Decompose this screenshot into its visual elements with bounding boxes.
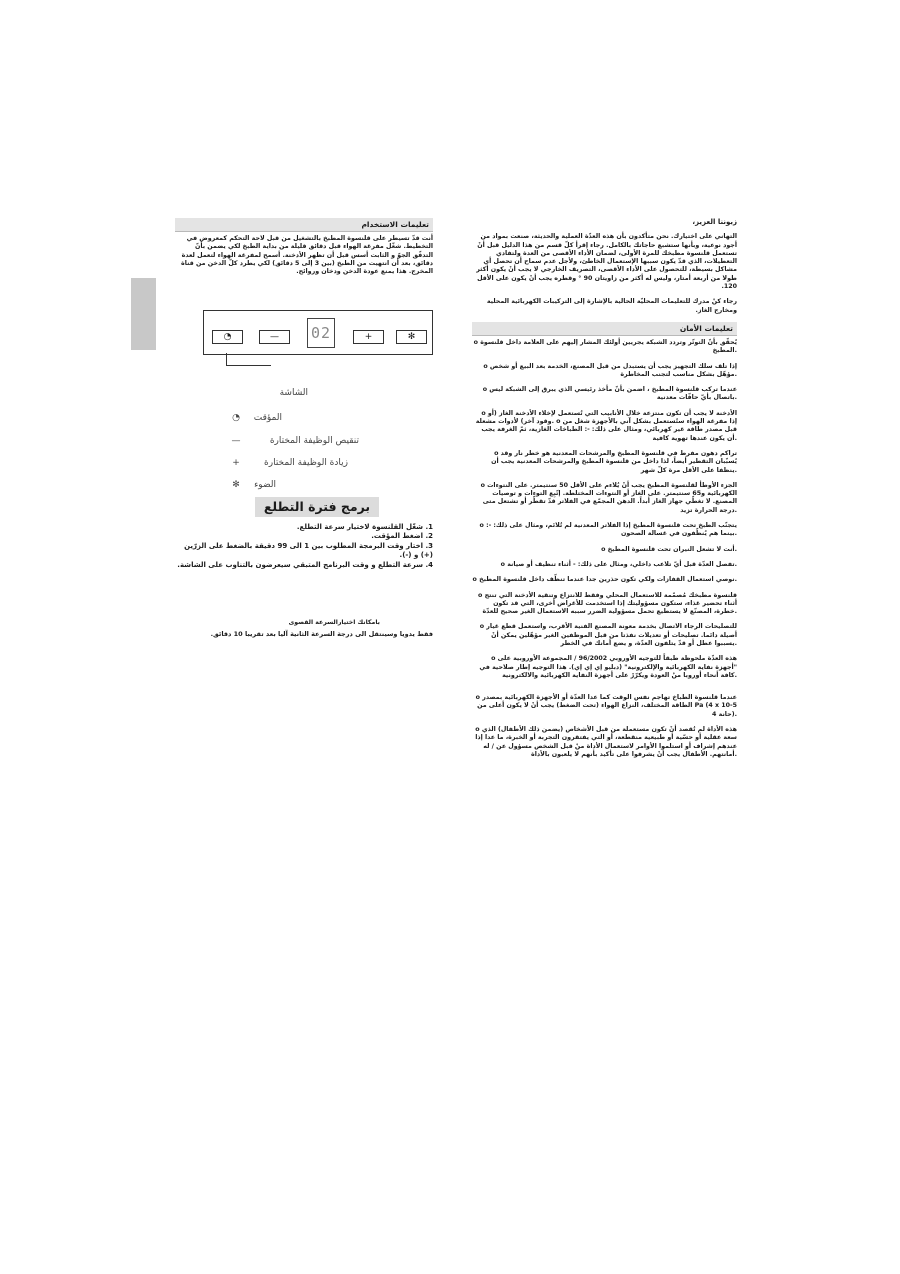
usage-column <box>175 218 433 276</box>
plus-icon: + <box>353 330 384 344</box>
greeting: زبوننا العزيز، <box>692 218 737 226</box>
plus-legend-icon: + <box>232 458 240 468</box>
legend-light: الضوء <box>254 480 276 490</box>
max-speed-note: بامكانك اختيارالسرعة القصوى <box>288 619 380 626</box>
legend-display: الشاشة <box>279 388 308 398</box>
minus-legend-icon: — <box>231 436 241 446</box>
safety-item: o يتجنّب الطبخ تحت قلنسوة المطبخ إذا الفلاتر المعدنية لم تُلائم، ومثال على ذلك: -: بينما هم يُنظّفون في غسالة الصحون. <box>479 522 737 538</box>
panel-display: 02 <box>307 318 335 348</box>
safety-item: o أنت لا تشعل النيران تحت قلنسوة المطبخ. <box>601 545 737 553</box>
step-3-cont: (+) و (-). <box>399 551 433 560</box>
timer-legend-icon: ◔ <box>232 413 240 423</box>
safety-item: o تراكم دهون مفرط في قلنسوة المطبخ والمرشحات المعدنية هو خطر نار وقد يُسبّبان التقطير أيضاً، لذا داخل من قلنسوة المطبخ والمرشحات المعدنية يجب أن ينظفا على الأقل مرة كلّ شهر. <box>491 449 737 474</box>
light-icon: ✻ <box>396 330 427 344</box>
legend-timer: المؤقت <box>253 413 282 423</box>
auto-speed-note: فقط يدويا وسينتقل الى درجة السرعة الثانية آليا بعد تقريبا 10 دقائق. <box>210 630 433 638</box>
intro-safety-column <box>472 218 737 759</box>
minus-icon: — <box>259 330 290 344</box>
step-4: 4. سرعة التطلع و وقت البرنامج المتبقي سيعرضون بالتناوب على الشاشة. <box>177 560 433 569</box>
intro-paragraph: التهاني على اختيارك. نحن متأكدون بأن هذه العدّة العملية والحديثة، صنعت بمواد من أجود نوعية، وبأنها ستشبع حاجاتك بالكامل. رجاء إقرأ كلّ قسم من هذا الدليل قبل أنْ تستعمل قلنسوة مطبخك للمرة الأولى، لضمان الأداء الأقصى من العدة ولتفادي التعطيلات، الذي قدّ يكون سببها الإستعمال الخاطئ، ولأجل عدم سماح أن تحصل أي مشاكل بسيطة، للتحصول على الأداء الأقصى، التصريف الخارجي لا يجب أنْ يكون أكثر طولا من أربعة أمتار، وليس له أكثر من زاويتان 90 ° وقطره يجب أنْ يكون على الأقل 120. <box>476 233 737 291</box>
safety-item: o الجزء الأوطأ لقلنسوة المطبخ يجب أنْ يُلاءم على الأقل 50 سنتيمتر. على النتوءات الكهربائية و65 سنتيمتر. على الغاز أو النتوءات المختلطة. إتّبِع التوءات و توصيات المصنع. لا تغطّي جهاز الغاز أبداً. الدهن المجمّع في الفلاتر قدّ تقطّر أو تشتعل متى درجة الحرارة تزيد. <box>480 481 737 514</box>
usage-intro: أنت قدّ تسيطر على قلنسوة المطبخ بالتشغيل من قبل لاحة التحكم كمعروض في التخطيط. شغّل مفرغة الهواء قبل دقائق قليلة من بداية الطبخ لكي يضمن بأنّ التدفّق الجوّ و الثابت أسس قبل أن تظهر الأدخنة. أسمح لمفرغة الهواء لتعمل لعدة دقائق، بعد أن انتهيت من الطبخ (بين 3 إلى 5 دقائق) لكي يطرد كلّ الدخن من قناة المخرج. هذا يمنع عودة الدخن ودخان وروائح. <box>181 235 433 276</box>
safety-item: o تفصل العدّة قبل أيّ تلاعب داخلي، ومثال على ذلك: - أثناء تنظيف أو صيانة. <box>500 560 737 568</box>
legend-decrease: تنقيص الوظيفة المختارة <box>269 436 359 446</box>
program-steps <box>175 523 433 570</box>
local-regulations-paragraph: رجاء كنْ مدرك للتعليمات المحليّة الحالية بالإشارة إلى التركيبات الكهربائية المحلية ومخارج الغاز. <box>486 298 737 314</box>
safety-item: o هذه العدّة ملحوظة طبقاً للتوجيه الأوروبي 96/2002 / المجموعة الأوروبية على "أجهزة نفاية الكهربائية والإلكترونية" (دبليو إي إي إي). هذا التوجيه إطار صلاحية في كافة أنحاء أوروبا منْ العودة ويكرّرْ على أجهزة النفاية الكهربائية والالكترونية. <box>479 655 737 679</box>
safety-section-title: تعليمات الأمان <box>472 322 737 336</box>
step-2: 2. اضغط المؤقت. <box>371 532 433 541</box>
control-panel-diagram <box>203 310 433 355</box>
step-1: 1. شغّل القلنسوة لاختيار سرعة التطلع. <box>296 523 433 531</box>
safety-item: o عندما تركب قلنسوة المطبخ ، اضمن بأنّ مأخذ رئيسي الذي يبرق إلى الشبكة ليس باتصال بأيّ حافّات معدنية. <box>482 386 737 402</box>
legend-increase: زيادة الوظيفة المختارة <box>264 458 348 468</box>
timer-icon: ◔ <box>212 330 243 344</box>
light-legend-icon: ✻ <box>232 480 240 490</box>
safety-item: o نوصي استعمال القفازات ولكي تكون حذرين جدا عندما تنظّف داخل قلنسوة المطبخ. <box>472 576 737 584</box>
usage-section-title: تعليمات الاستخدام <box>175 218 433 232</box>
safety-item: o إذا تلف سلك التجهيز يجب أن يستبدل من قبل المصنع، الخدمة بعد البيع أو شخص مؤهّل بشكل مناسب لتجنب المخاطرة. <box>483 362 737 378</box>
display-leader-line-h <box>226 365 271 366</box>
display-leader-line <box>226 353 227 365</box>
safety-item: o الأدخنة لا يجب أن تكون منتزعة خلال الأنابيب التي تُستعمل لإخلاء الأدخنة الغاز (أو وقود آخر) لأدوات مشعلة. o إذا مفرغة الهواء ستُستعمل بشكل آني بالأجهزة شغل من قبل مصدر طاقة غير كهربائي، ومثال على ذلك: -: الطباخات الغازية، ثمّ الغرفة يجب أن يكون عندها تهوية كافية. <box>475 409 737 442</box>
safety-item: o عندما قلنسوة الطباخ تهاجم نفس الوقت كما عدا العدّة أو الأجهزة الكهربائية بمصدر الطاقة المختلف، النزاع الهواء (تحت الضغط) يجب أنْ لا يكون أعلى من Pa (4 x 10-5 4 حانة). <box>475 694 737 718</box>
page-side-tab <box>131 278 156 350</box>
safety-item: o يُحقّق بأنّ التوتّر وتردد الشبكة يجريين أولئك المشار إليهم على العلامة داخل قلنسوة المطبخ. <box>473 338 737 355</box>
program-section-title: برمج فترة التطلع <box>255 497 379 517</box>
safety-item: o قلنسوة مطبخك مُصمّمة للاستعمال المحلي وفقط للانتزاع وتنقية الأدخنة التي تنتج أثناء تحضير غذاء، ستكون مسؤوليتك إذا استخدمت للأغراض أخرى، التي قد تكون خطرة، المصنّع لا يستطيع تحمل مسؤولية الضرر سببه الاستعمال الغير صحيح للعدّة. <box>478 591 737 616</box>
step-3: 3. اختار وقت البرمجة المطلوب بين 1 الى 99 دقيقة بالضغط على الزرّين <box>184 541 433 550</box>
safety-item: o للتصليحات الرجاء الاتصال بخدمة معونة المصنع الفنية الأقرب، واستعمل قطع غيار أصيلة دائما. تصليحات أو تعديلات نفذتا من قبل الموظفين الغير مؤهّلين يمكن أنْ يسببوا عطل أو قدّ يتلفون العدّة، و يضع أمانك في الخطر. <box>479 623 737 647</box>
safety-item: o هذه الأداة لم تُقصد أنْ تكون مستعملة من قبل الأشخاص (يضمن ذلك الأطفال) الذي سعة عقلية أو حسّية أو طبيعية منقطعة، أو التي يفتقرون التجربة أو الخبرة، ما عدا إذا عندهم إشراف أو استلموا الأوامر لاستعمال الأداة منْ قبل الشخص مسؤول عن / له أمانتهم. الأطفال يجب أنْ يشرفوا على تأكيد بأنهم لا يلعبون بالأداة. <box>475 726 737 758</box>
